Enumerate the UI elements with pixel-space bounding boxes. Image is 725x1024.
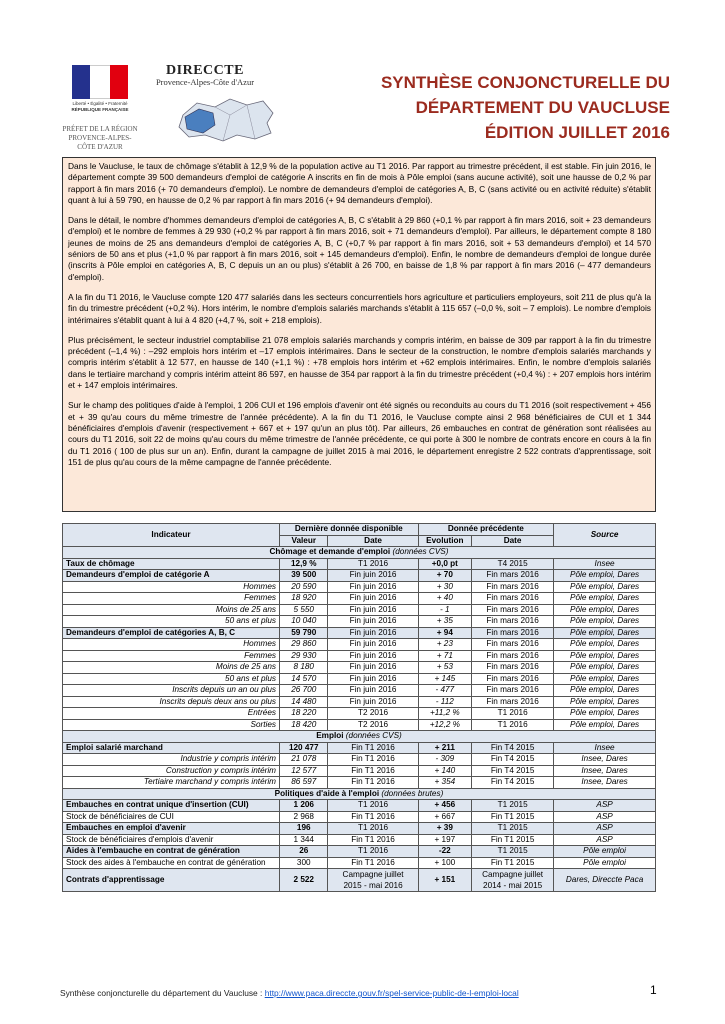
cell-val: 29 860	[280, 639, 328, 651]
cell-label: 50 ans et plus	[63, 673, 280, 685]
cell-evo: + 94	[418, 627, 471, 639]
cell-label: Femmes	[63, 593, 280, 605]
section-title: Chômage et demande d'emploi	[269, 547, 391, 557]
cell-date: Fin juin 2016	[328, 581, 418, 593]
cell-src: Dares, Direccte Paca	[554, 869, 656, 892]
cell-date: Fin T1 2016	[328, 754, 418, 766]
cell-pdate: Fin mars 2016	[472, 627, 554, 639]
table-row	[63, 604, 656, 616]
cell-label: Hommes	[63, 581, 280, 593]
cell-evo: +0,0 pt	[418, 558, 471, 570]
cell-label: Emploi salarié marchand	[63, 742, 280, 754]
table-row	[63, 558, 656, 570]
cell-val: 26 700	[280, 685, 328, 697]
cell-evo: + 30	[418, 581, 471, 593]
col-header-source: Source	[554, 524, 656, 547]
cell-evo: + 53	[418, 662, 471, 674]
summary-paragraph: Plus précisément, le secteur industriel comptabilise 21 078 emplois salariés marchands y compris intérim, en baisse de 309 par rapport à la fin du trimestre précédent (–1,4 %) : –292 emplois hors intérim et –17 emplois intérimaires. Dans le secteur de la construction, le nombre d'emplois salariés marchands y compris intérim s'établit à 12 577, en hausse de 140 (+1,1 %) : +78 emplois hors intérim et +62 emplois intérimaires. Enfin, le nombre d'emplois salariés dans le tertiaire marchand y compris intérim atteint 86 597, en hausse de 354 par rapport à la fin du trimestre précédent (+0,4 %) : + 207 emplois hors intérim et + 147 emplois intérimaires.	[68, 334, 651, 391]
cell-label: Embauches en emploi d'avenir	[63, 823, 280, 835]
cell-evo: + 151	[418, 869, 471, 892]
cell-val: 29 930	[280, 650, 328, 662]
table-row	[63, 823, 656, 835]
cell-src: Pôle emploi, Dares	[554, 719, 656, 731]
cell-val: 300	[280, 857, 328, 869]
cell-val: 120 477	[280, 742, 328, 754]
org-region: Provence-Alpes-Côte d'Azur	[155, 77, 255, 87]
cell-src: Pôle emploi, Dares	[554, 650, 656, 662]
cell-src: Pôle emploi, Dares	[554, 639, 656, 651]
cell-pdate: Fin mars 2016	[472, 650, 554, 662]
cell-src: Pôle emploi, Dares	[554, 570, 656, 582]
cell-date: Fin T1 2016	[328, 811, 418, 823]
footer-link[interactable]: http://www.paca.direccte.gouv.fr/spel-service-public-de-l-emploi-local	[264, 988, 519, 998]
cell-val: 14 480	[280, 696, 328, 708]
cell-pdate: Fin mars 2016	[472, 616, 554, 628]
col-header-indicateur: Indicateur	[63, 524, 280, 547]
col-header-date-prev: Date	[472, 535, 554, 547]
cell-val: 18 920	[280, 593, 328, 605]
cell-pdate: Fin T4 2015	[472, 754, 554, 766]
cell-src: ASP	[554, 823, 656, 835]
cell-date: T2 2016	[328, 708, 418, 720]
section-note: (données CVS)	[345, 731, 402, 741]
cell-src: Pôle emploi, Dares	[554, 662, 656, 674]
table-row	[63, 627, 656, 639]
cell-evo: + 23	[418, 639, 471, 651]
cell-date: Fin juin 2016	[328, 616, 418, 628]
cell-evo: + 145	[418, 673, 471, 685]
cell-src: Pôle emploi, Dares	[554, 604, 656, 616]
region-map-icon	[175, 95, 280, 143]
cell-src: Pôle emploi, Dares	[554, 593, 656, 605]
cell-src: ASP	[554, 800, 656, 812]
cell-val: 39 500	[280, 570, 328, 582]
cell-date: Fin juin 2016	[328, 593, 418, 605]
section-note: (données brutes)	[381, 788, 444, 798]
cell-label: Demandeurs d'emploi de catégorie A	[63, 570, 280, 582]
cell-evo: - 1	[418, 604, 471, 616]
cell-label: Stock de bénéficiaires d'emplois d'avenir	[63, 834, 280, 846]
cell-date: Fin juin 2016	[328, 604, 418, 616]
cell-label: Sorties	[63, 719, 280, 731]
logo-motto: Liberté • Égalité • Fraternité RÉPUBLIQUE FRANÇAISE	[71, 101, 129, 112]
page-title: SYNTHÈSE CONJONCTURELLE DU DÉPARTEMENT DU VAUCLUSE ÉDITION JUILLET 2016	[380, 73, 670, 142]
french-flag-icon	[72, 65, 128, 99]
cell-date: Fin T1 2016	[328, 834, 418, 846]
cell-evo: + 70	[418, 570, 471, 582]
cell-val: 21 078	[280, 754, 328, 766]
cell-evo: + 211	[418, 742, 471, 754]
cell-date: Fin T1 2016	[328, 777, 418, 789]
page-header	[60, 55, 670, 160]
col-header-precedente: Donnée précédente	[418, 524, 554, 536]
cell-date: T1 2016	[328, 823, 418, 835]
page-footer: Synthèse conjoncturelle du département du Vaucluse : http://www.paca.direccte.gouv.fr/spel-service-public-de-l-emploi-local	[60, 988, 519, 998]
cell-pdate: Fin T4 2015	[472, 777, 554, 789]
cell-date: Fin juin 2016	[328, 570, 418, 582]
cell-pdate: T1 2015	[472, 800, 554, 812]
cell-pdate: Fin mars 2016	[472, 696, 554, 708]
cell-pdate: Fin mars 2016	[472, 685, 554, 697]
cell-date: Campagne juillet 2015 - mai 2016	[328, 869, 418, 892]
cell-pdate: Fin mars 2016	[472, 593, 554, 605]
cell-val: 2 968	[280, 811, 328, 823]
col-header-date: Date	[328, 535, 418, 547]
cell-date: Fin juin 2016	[328, 685, 418, 697]
prefet-label: PRÉFET DE LA RÉGION PROVENCE-ALPES-CÔTE D'AZUR	[62, 125, 138, 151]
cell-date: T1 2016	[328, 800, 418, 812]
cell-src: Pôle emploi, Dares	[554, 673, 656, 685]
cell-label: Aides à l'embauche en contrat de génération	[63, 846, 280, 858]
section-note: (données CVS)	[392, 547, 449, 557]
cell-evo: +12,2 %	[418, 719, 471, 731]
cell-src: Pôle emploi, Dares	[554, 708, 656, 720]
summary-paragraph: Dans le détail, le nombre d'hommes demandeurs d'emploi de catégories A, B, C s'établit à 29 860 (+0,1 % par rapport à fin mars 2016, soit + 23 demandeurs d'emploi) et le nombre de femmes à 29 930 (+0,2 % par rapport à fin mars 2016, soit + 71 demandeurs d'emploi). Par ailleurs, le département compte 8 180 jeunes de moins de 25 ans demandeurs d'emploi de catégories A, B, C (+0,7 % par rapport à fin mars 2016, soit + 53 demandeurs d'emploi) et 14 570 séniors de 50 ans et plus (+1,0 % par rapport à fin mars 2016, soit + 145 demandeurs d'emploi). Enfin, le nombre de demandeurs d'emploi de longue durée (inscrits à Pôle emploi en catégories A, B, C depuis un an ou plus) s'établit à 26 700, en baisse de 1,8 % par rapport à fin mars 2016 (– 477 demandeurs d'emploi).	[68, 215, 651, 282]
cell-pdate: Campagne juillet 2014 - mai 2015	[472, 869, 554, 892]
cell-val: 196	[280, 823, 328, 835]
prefecture-logo	[60, 65, 140, 165]
cell-pdate: T4 2015	[472, 558, 554, 570]
cell-date: Fin juin 2016	[328, 650, 418, 662]
table-row	[63, 696, 656, 708]
cell-evo: - 309	[418, 754, 471, 766]
cell-pdate: Fin T4 2015	[472, 765, 554, 777]
table-row	[63, 754, 656, 766]
section-title: Politiques d'aide à l'emploi	[274, 788, 380, 798]
cell-label: Demandeurs d'emploi de catégories A, B, C	[63, 627, 280, 639]
cell-val: 10 040	[280, 616, 328, 628]
summary-paragraph: Sur le champ des politiques d'aide à l'emploi, 1 206 CUI et 196 emplois d'avenir ont été signés ou reconduits au cours du T1 2016 (soit respectivement + 456 et + 39 qu'au cours du même trimestre de l'année précédente). A la fin du T1 2016, le Vaucluse compte ainsi 2 968 bénéficiaires de CUI et 1 344 bénéficiaires d'emplois d'avenir (respectivement + 667 et + 197 qu'un an plus tôt). Par ailleurs, 26 embauches en contrat de génération sont réalisées au cours du T1 2016, soit 22 de moins qu'au cours du même trimestre de l'année précédente, ce qui porte à 300 le nombre de contrats encore en cours à la fin du T1 2016 ( 100 de plus sur un an). Enfin, durant la campagne de juillet 2015 à mai 2016, le département enregistre 2 522 contrats d'apprentissage, soit 151 de plus qu'au cours de la même campagne de l'année précédente.	[68, 400, 651, 467]
cell-evo: + 71	[418, 650, 471, 662]
cell-date: Fin juin 2016	[328, 673, 418, 685]
cell-val: 18 420	[280, 719, 328, 731]
cell-date: Fin T1 2016	[328, 765, 418, 777]
cell-label: Moins de 25 ans	[63, 662, 280, 674]
cell-label: Tertiaire marchand y compris intérim	[63, 777, 280, 789]
cell-val: 1 206	[280, 800, 328, 812]
cell-label: Inscrits depuis deux ans ou plus	[63, 696, 280, 708]
cell-evo: + 100	[418, 857, 471, 869]
page-number: 1	[650, 983, 657, 997]
cell-val: 12,9 %	[280, 558, 328, 570]
cell-src: Pôle emploi, Dares	[554, 581, 656, 593]
cell-pdate: T1 2016	[472, 719, 554, 731]
cell-pdate: T1 2015	[472, 823, 554, 835]
cell-evo: + 39	[418, 823, 471, 835]
table-row	[63, 616, 656, 628]
cell-date: Fin T1 2016	[328, 742, 418, 754]
cell-src: Insee	[554, 558, 656, 570]
cell-pdate: Fin mars 2016	[472, 570, 554, 582]
cell-src: Pôle emploi	[554, 857, 656, 869]
cell-val: 1 344	[280, 834, 328, 846]
summary-paragraph: Dans le Vaucluse, le taux de chômage s'établit à 12,9 % de la population active au T1 2016. Par rapport au trimestre précédent, il est stable. Fin juin 2016, le département compte 39 500 demandeurs d'emploi de catégorie A inscrits en fin de mois à Pôle emploi (sans aucune activité), soit une hausse de 0,2 % par rapport à fin mars 2016 (+ 70 demandeurs d'emploi). Le nombre de demandeurs d'emploi de catégories A, B, C (sans activité ou en activité réduite) s'établit quant à lui à 59 790, en hausse de 0,2 % par rapport à fin mars 2016 (+ 94 demandeurs d'emploi).	[68, 161, 651, 205]
cell-pdate: Fin mars 2016	[472, 604, 554, 616]
table-row	[63, 639, 656, 651]
cell-label: Moins de 25 ans	[63, 604, 280, 616]
cell-src: Insee, Dares	[554, 777, 656, 789]
table-row	[63, 800, 656, 812]
col-header-derniere: Dernière donnée disponible	[280, 524, 419, 536]
table-row	[63, 834, 656, 846]
cell-val: 12 577	[280, 765, 328, 777]
cell-pdate: Fin mars 2016	[472, 581, 554, 593]
cell-src: ASP	[554, 811, 656, 823]
cell-pdate: T1 2015	[472, 846, 554, 858]
table-row	[63, 673, 656, 685]
cell-src: Pôle emploi	[554, 846, 656, 858]
cell-label: Entrées	[63, 708, 280, 720]
cell-date: T1 2016	[328, 846, 418, 858]
cell-evo: + 667	[418, 811, 471, 823]
summary-box	[62, 157, 656, 512]
table-row	[63, 846, 656, 858]
cell-pdate: Fin T4 2015	[472, 742, 554, 754]
table-row	[63, 765, 656, 777]
cell-val: 8 180	[280, 662, 328, 674]
cell-evo: -22	[418, 846, 471, 858]
section-header-row	[63, 547, 656, 559]
table-row	[63, 685, 656, 697]
table-row	[63, 857, 656, 869]
cell-src: Pôle emploi, Dares	[554, 696, 656, 708]
table-row	[63, 811, 656, 823]
cell-val: 59 790	[280, 627, 328, 639]
cell-evo: + 456	[418, 800, 471, 812]
cell-label: Hommes	[63, 639, 280, 651]
cell-src: Pôle emploi, Dares	[554, 616, 656, 628]
cell-date: Fin juin 2016	[328, 627, 418, 639]
cell-evo: - 112	[418, 696, 471, 708]
section-header-row	[63, 788, 656, 800]
cell-pdate: Fin mars 2016	[472, 639, 554, 651]
cell-val: 20 590	[280, 581, 328, 593]
cell-val: 14 570	[280, 673, 328, 685]
cell-evo: - 477	[418, 685, 471, 697]
cell-pdate: Fin T1 2015	[472, 834, 554, 846]
table-row	[63, 777, 656, 789]
org-name: DIRECCTE	[166, 63, 244, 78]
summary-paragraph: A la fin du T1 2016, le Vaucluse compte 120 477 salariés dans les secteurs concurrentiels hors agriculture et particuliers employeurs, soit 211 de plus qu'à la fin du trimestre précédent (+0,2 %). Hors intérim, le nombre d'emplois salariés marchands s'établit à 115 657 (–0,0 %, soit – 7 emplois). Le nombre d'emplois intérimaires s'établit quant à lui à 4 820 (+4,7 %, soit + 218 emplois).	[68, 291, 651, 325]
cell-label: Industrie y compris intérim	[63, 754, 280, 766]
cell-val: 5 550	[280, 604, 328, 616]
cell-label: Stock des aides à l'embauche en contrat de génération	[63, 857, 280, 869]
cell-date: Fin juin 2016	[328, 696, 418, 708]
cell-date: Fin T1 2016	[328, 857, 418, 869]
cell-src: Pôle emploi, Dares	[554, 685, 656, 697]
cell-val: 26	[280, 846, 328, 858]
cell-date: Fin juin 2016	[328, 662, 418, 674]
cell-pdate: Fin T1 2015	[472, 857, 554, 869]
section-title: Emploi	[316, 731, 344, 741]
cell-label: Inscrits depuis un an ou plus	[63, 685, 280, 697]
cell-label: Femmes	[63, 650, 280, 662]
cell-date: Fin juin 2016	[328, 639, 418, 651]
cell-pdate: Fin T1 2015	[472, 811, 554, 823]
cell-label: Contrats d'apprentissage	[63, 869, 280, 892]
cell-label: Stock de bénéficiaires de CUI	[63, 811, 280, 823]
cell-val: 86 597	[280, 777, 328, 789]
cell-label: Taux de chômage	[63, 558, 280, 570]
cell-src: Insee, Dares	[554, 754, 656, 766]
table-row	[63, 869, 656, 892]
col-header-valeur: Valeur	[280, 535, 328, 547]
cell-src: Insee	[554, 742, 656, 754]
cell-label: 50 ans et plus	[63, 616, 280, 628]
table-row	[63, 662, 656, 674]
table-row	[63, 581, 656, 593]
cell-pdate: T1 2016	[472, 708, 554, 720]
cell-evo: + 35	[418, 616, 471, 628]
col-header-evolution: Evolution	[418, 535, 471, 547]
cell-evo: + 197	[418, 834, 471, 846]
cell-date: T2 2016	[328, 719, 418, 731]
table-row	[63, 650, 656, 662]
cell-src: Pôle emploi, Dares	[554, 627, 656, 639]
indicators-table	[62, 523, 656, 892]
cell-date: T1 2016	[328, 558, 418, 570]
cell-src: ASP	[554, 834, 656, 846]
cell-evo: + 140	[418, 765, 471, 777]
cell-val: 18 220	[280, 708, 328, 720]
table-row	[63, 593, 656, 605]
cell-val: 2 522	[280, 869, 328, 892]
cell-evo: + 40	[418, 593, 471, 605]
cell-src: Insee, Dares	[554, 765, 656, 777]
table-row	[63, 570, 656, 582]
table-row	[63, 742, 656, 754]
table-row	[63, 719, 656, 731]
cell-pdate: Fin mars 2016	[472, 662, 554, 674]
cell-evo: + 354	[418, 777, 471, 789]
cell-evo: +11,2 %	[418, 708, 471, 720]
section-header-row	[63, 731, 656, 743]
cell-label: Embauches en contrat unique d'insertion (CUI)	[63, 800, 280, 812]
table-row	[63, 708, 656, 720]
cell-label: Construction y compris intérim	[63, 765, 280, 777]
cell-pdate: Fin mars 2016	[472, 673, 554, 685]
